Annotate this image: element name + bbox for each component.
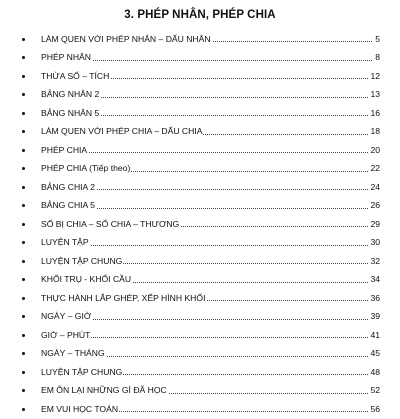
toc-entry-title: GIỜ – PHÚT — [41, 329, 91, 340]
toc-entry-title: THỪA SỐ – TÍCH — [41, 70, 110, 81]
toc-entry[interactable] — [0, 252, 400, 271]
toc-entry-title: SỐ BỊ CHIA – SỐ CHIA – THƯƠNG — [41, 218, 180, 229]
toc-entry-page: 12 — [370, 70, 380, 81]
dot-leader — [42, 337, 372, 338]
bullet-icon — [22, 112, 25, 115]
toc-entry[interactable] — [0, 345, 400, 364]
toc-entry-title: PHÉP CHIA — [41, 144, 88, 155]
toc-entry-title: LUYỆN TẬP — [41, 237, 89, 247]
bullet-icon — [22, 315, 25, 318]
toc-entry-page: 52 — [370, 385, 380, 395]
toc-entry-title: LÀM QUEN VỚI PHÉP NHÂN – DẤU NHÂN — [41, 33, 211, 44]
bullet-icon — [22, 260, 25, 263]
toc-entry-title: PHÉP CHIA (Tiếp theo) — [41, 163, 131, 173]
toc-entry-page: 13 — [370, 89, 380, 99]
toc-entry-page: 29 — [370, 218, 380, 229]
toc-entry-page: 41 — [370, 329, 380, 340]
toc-entry-page: 56 — [370, 403, 380, 414]
toc-entry[interactable] — [0, 178, 400, 197]
toc-entry[interactable] — [0, 104, 400, 123]
toc-entry[interactable] — [0, 271, 400, 290]
toc-entry-title: BẢNG CHIA 2 — [41, 181, 95, 192]
toc-entry[interactable] — [0, 289, 400, 308]
toc-entry-page: 30 — [370, 237, 380, 247]
toc-entry[interactable] — [0, 197, 400, 216]
toc-entry[interactable] — [0, 123, 400, 142]
toc-entry[interactable] — [0, 400, 400, 419]
toc-entry-title: KHỐI TRỤ - KHỐI CẦU — [41, 274, 132, 284]
toc-entry-page: 24 — [370, 181, 380, 192]
bullet-icon — [22, 130, 25, 133]
bullet-icon — [22, 186, 25, 189]
bullet-icon — [22, 352, 25, 355]
toc-entry-title: BẢNG CHIA 5 — [41, 200, 95, 210]
toc-entry[interactable] — [0, 234, 400, 253]
toc-entry-page: 22 — [370, 163, 380, 173]
toc-entry-page: 18 — [370, 126, 380, 136]
bullet-icon — [22, 149, 25, 152]
toc-entry-page: 48 — [370, 366, 380, 377]
toc-entry-page: 32 — [370, 255, 380, 266]
toc-entry-page: 20 — [370, 144, 380, 155]
toc-entry-title: NGÀY – GIỜ — [41, 311, 92, 321]
toc-entry-page: 8 — [375, 52, 380, 62]
bullet-icon — [22, 38, 25, 41]
section-title: 3. PHÉP NHÂN, PHÉP CHIA — [124, 9, 276, 21]
bullet-icon — [22, 56, 25, 59]
bullet-icon — [22, 297, 25, 300]
toc-entry[interactable] — [0, 308, 400, 327]
toc-entry-page: 39 — [370, 311, 380, 321]
bullet-icon — [22, 334, 25, 337]
toc-entry[interactable] — [0, 141, 400, 160]
toc-entry-title: LUYỆN TẬP CHUNG — [41, 366, 123, 377]
toc-entry[interactable] — [0, 86, 400, 105]
toc-entry-title: NGÀY – THÁNG — [41, 348, 105, 358]
bullet-icon — [22, 167, 25, 170]
toc-entry-page: 26 — [370, 200, 380, 210]
toc-entry-title: EM VUI HỌC TOÁN — [41, 403, 119, 414]
toc-entry[interactable] — [0, 49, 400, 68]
toc-entry-title: BẢNG NHÂN 2 — [41, 89, 100, 99]
toc-entry-page: 36 — [370, 292, 380, 303]
dot-leader — [42, 245, 372, 246]
bullet-icon — [22, 371, 25, 374]
bullet-icon — [22, 93, 25, 96]
toc-entry-page: 34 — [370, 274, 380, 284]
toc-entry[interactable] — [0, 160, 400, 179]
toc-entry-title: LUYỆN TẬP CHUNG — [41, 255, 123, 266]
toc-entry-title: THỰC HÀNH LẮP GHÉP, XẾP HÌNH KHỐI — [41, 292, 206, 303]
bullet-icon — [22, 241, 25, 244]
toc-entry-page: 16 — [370, 107, 380, 118]
toc-entry-title: EM ÔN LẠI NHỮNG GÌ ĐÃ HỌC — [41, 385, 167, 395]
toc-entry-page: 5 — [375, 33, 380, 44]
table-of-contents — [0, 30, 400, 419]
bullet-icon — [22, 223, 25, 226]
toc-entry[interactable] — [0, 326, 400, 345]
bullet-icon — [22, 204, 25, 207]
toc-entry[interactable] — [0, 30, 400, 49]
bullet-icon — [22, 75, 25, 78]
bullet-icon — [22, 408, 25, 411]
toc-entry[interactable] — [0, 67, 400, 86]
bullet-icon — [22, 389, 25, 392]
dot-leader — [42, 152, 372, 153]
toc-entry[interactable] — [0, 382, 400, 401]
toc-entry[interactable] — [0, 363, 400, 382]
bullet-icon — [22, 278, 25, 281]
toc-entry-title: BẢNG NHÂN 5 — [41, 107, 100, 118]
toc-entry-page: 45 — [370, 348, 380, 358]
toc-entry-title: LÀM QUEN VỚI PHÉP CHIA – DẤU CHIA — [41, 126, 203, 136]
toc-entry[interactable] — [0, 215, 400, 234]
toc-entry-title: PHÉP NHÂN — [41, 52, 91, 62]
